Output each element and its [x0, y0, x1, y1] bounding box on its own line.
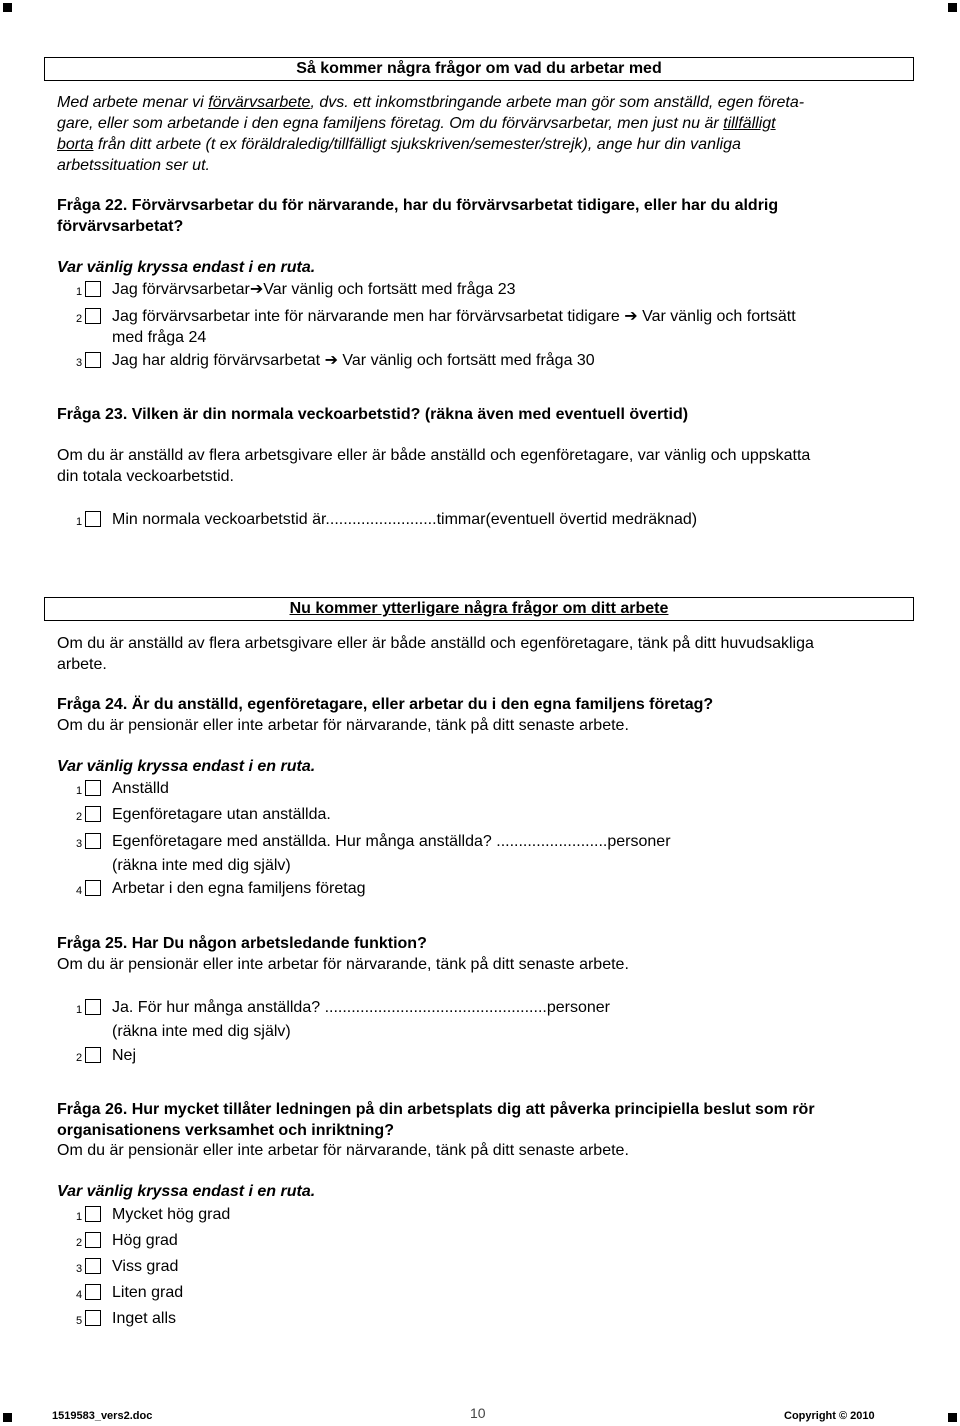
option-number: 1 [76, 1211, 83, 1223]
checkbox[interactable] [85, 806, 101, 822]
q24-title: Fråga 24. Är du anställd, egenföretagare, eller arbetar du i den egna familjens företag? [57, 696, 714, 713]
checkbox[interactable] [85, 281, 101, 297]
option-directive: Var vänlig och fortsätt med fråga 30 [342, 352, 595, 369]
option-label: Viss grad [112, 1258, 179, 1275]
checkbox[interactable] [85, 1206, 101, 1222]
option-number: 1 [76, 516, 83, 528]
q22-title-line-1: Fråga 22. Förvärvsarbetar du för närvarande, har du förvärvsarbetat tidigare, eller har du aldrig [57, 197, 779, 214]
option-directive: Var vänlig och fortsätt [642, 308, 796, 325]
checkbox[interactable] [85, 1047, 101, 1063]
option-number: 4 [76, 885, 83, 897]
option-label: Mycket hög grad [112, 1206, 231, 1223]
q26-title-line-2: organisationens verksamhet och inriktning? [57, 1122, 394, 1139]
corner-mark-bottom-left [3, 1413, 12, 1422]
option-number: 3 [76, 1263, 83, 1275]
checkbox[interactable] [85, 780, 101, 796]
option-number: 4 [76, 1289, 83, 1301]
q22-title-line-2: förvärvsarbetat? [57, 218, 184, 235]
intro-text: från ditt arbete (t ex föräldraledig/tillfälligt sjukskriven/semester/strejk), ange hur din vanliga [93, 136, 741, 153]
arrow-right-icon: ➔ [624, 308, 638, 325]
checkbox[interactable] [85, 352, 101, 368]
checkbox[interactable] [85, 833, 101, 849]
q25-sub: Om du är pensionär eller inte arbetar för närvarande, tänk på ditt senaste arbete. [57, 956, 629, 973]
intro-underlined: tillfälligt [723, 115, 776, 132]
q26-title-line-1: Fråga 26. Hur mycket tillåter ledningen på din arbetsplats dig att påverka principiella beslut som rör [57, 1101, 815, 1118]
q25-option-1-continuation: (räkna inte med dig själv) [112, 1023, 291, 1040]
option-label [112, 351, 595, 371]
section-header-work [44, 57, 914, 81]
option-number: 2 [76, 313, 83, 325]
checkbox[interactable] [85, 1284, 101, 1300]
option-label [112, 307, 796, 327]
section2-note-line-2: arbete. [57, 656, 107, 673]
section-title: Så kommer några frågor om vad du arbetar med [296, 60, 662, 77]
intro-text: Med arbete menar vi [57, 94, 209, 111]
option-text: Jag har aldrig förvärvsarbetat [112, 352, 321, 369]
option-number: 2 [76, 1237, 83, 1249]
option-label: Egenföretagare med anställda. Hur många anställda? .........................personer [112, 833, 671, 850]
arrow-right-icon: ➔ [324, 352, 338, 369]
option-label: Nej [112, 1047, 137, 1064]
q26-instruction: Var vänlig kryssa endast i en ruta. [57, 1183, 316, 1200]
checkbox[interactable] [85, 999, 101, 1015]
option-label: Anställd [112, 780, 169, 797]
intro-line-2 [57, 114, 776, 134]
intro-underlined: förvärvsarbete [208, 94, 311, 111]
checkbox[interactable] [85, 880, 101, 896]
q23-note-line-2: din totala veckoarbetstid. [57, 468, 234, 485]
q23-title: Fråga 23. Vilken är din normala veckoarbetstid? (räkna även med eventuell övertid) [57, 406, 689, 423]
option-directive: Var vänlig och fortsätt med fråga 23 [263, 281, 516, 298]
option-number: 3 [76, 357, 83, 369]
option-text: Jag förvärvsarbetar [112, 281, 250, 298]
intro-line-3 [57, 135, 741, 155]
q24-sub: Om du är pensionär eller inte arbetar för närvarande, tänk på ditt senaste arbete. [57, 717, 629, 734]
option-label: Arbetar i den egna familjens företag [112, 880, 366, 897]
checkbox[interactable] [85, 511, 101, 527]
q26-sub: Om du är pensionär eller inte arbetar för närvarande, tänk på ditt senaste arbete. [57, 1142, 629, 1159]
option-number: 1 [76, 1004, 83, 1016]
intro-line-4: arbetssituation ser ut. [57, 157, 210, 174]
section2-note-line-1: Om du är anställd av flera arbetsgivare eller är både anställd och egenföretagare, tänk på ditt huvudsakliga [57, 635, 814, 652]
intro-text: , dvs. ett inkomstbringande arbete man gör som anställd, egen företa- [310, 94, 805, 111]
q25-title: Fråga 25. Har Du någon arbetsledande funktion? [57, 935, 427, 952]
checkbox[interactable] [85, 1258, 101, 1274]
q24-option-3-continuation: (räkna inte med dig själv) [112, 857, 291, 874]
option-number: 3 [76, 838, 83, 850]
intro-line-1 [57, 93, 804, 113]
intro-text: gare, eller som arbetande i den egna familjens företag. Om du förvärvsarbetar, men just nu är [57, 115, 724, 132]
corner-mark-top-right [948, 3, 957, 12]
section-title: Nu kommer ytterligare några frågor om ditt arbete [289, 600, 669, 617]
section-header-job [44, 597, 914, 621]
checkbox[interactable] [85, 1310, 101, 1326]
option-number: 2 [76, 1052, 83, 1064]
q22-instruction: Var vänlig kryssa endast i en ruta. [57, 259, 316, 276]
checkbox[interactable] [85, 1232, 101, 1248]
option-text: Jag förvärvsarbetar inte för närvarande men har förvärvsarbetat tidigare [112, 308, 620, 325]
option-number: 2 [76, 811, 83, 823]
corner-mark-top-left [3, 3, 12, 12]
option-label [112, 280, 516, 300]
footer-page-number: 10 [470, 1405, 486, 1421]
option-label: Inget alls [112, 1310, 177, 1327]
intro-underlined: borta [57, 136, 94, 153]
q23-note-line-1: Om du är anställd av flera arbetsgivare eller är både anställd och egenföretagare, var vänlig och uppskatta [57, 447, 811, 464]
option-number: 5 [76, 1315, 83, 1327]
option-number: 1 [76, 785, 83, 797]
q24-instruction: Var vänlig kryssa endast i en ruta. [57, 758, 316, 775]
q22-option-2-continuation: med fråga 24 [112, 329, 207, 346]
option-label: Ja. För hur många anställda? ..................................................personer [112, 999, 610, 1016]
footer-doc-name: 1519583_vers2.doc [52, 1410, 153, 1422]
arrow-right-icon: ➔ [249, 281, 264, 298]
option-number: 1 [76, 286, 83, 298]
footer-copyright: Copyright © 2010 [784, 1410, 875, 1422]
option-label: Liten grad [112, 1284, 184, 1301]
option-label: Egenföretagare utan anställda. [112, 806, 331, 823]
option-label: Hög grad [112, 1232, 178, 1249]
option-label: Min normala veckoarbetstid är.........................timmar(eventuell övertid medräknad) [112, 511, 698, 528]
checkbox[interactable] [85, 308, 101, 324]
corner-mark-bottom-right [948, 1413, 957, 1422]
